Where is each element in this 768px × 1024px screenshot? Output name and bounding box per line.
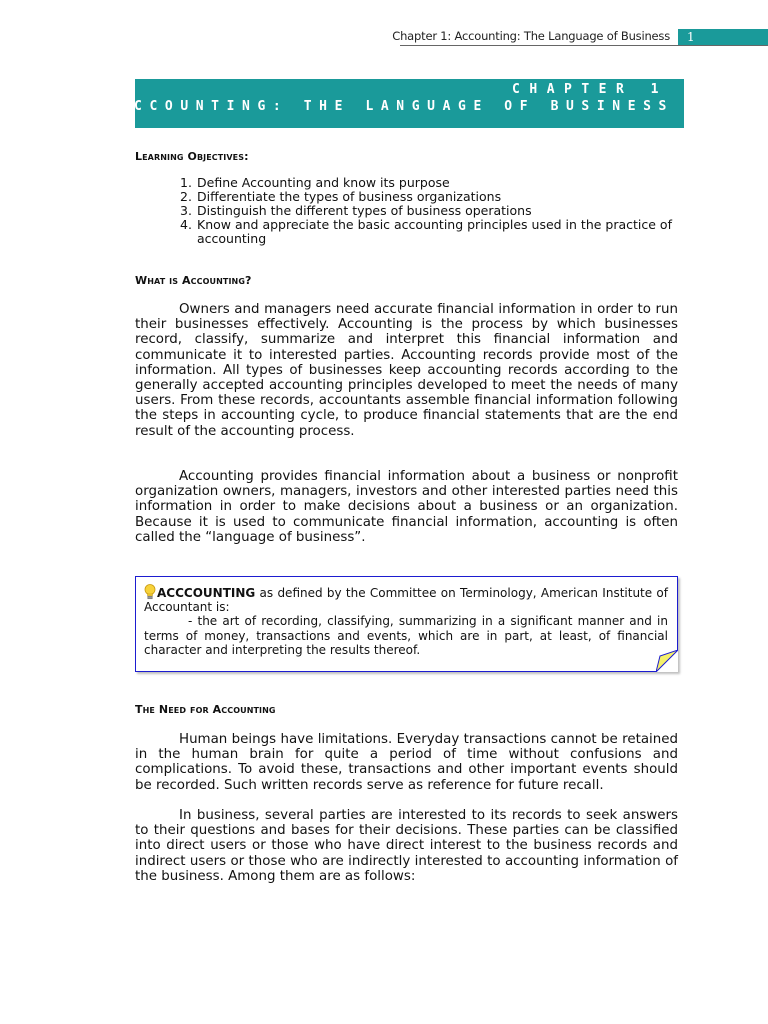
objectives-list: [180, 176, 690, 246]
running-header-title: Chapter 1: Accounting: The Language of Business: [392, 29, 670, 43]
what-is-accounting-heading: What is Accounting?: [135, 274, 252, 287]
objective-number: 2.: [180, 189, 192, 204]
callout-text: [144, 584, 668, 657]
callout-definition: - the art of recording, classifying, summarizing in a significant manner and in terms of money, transactions and events, which are in part, at least, of financial character and interpreting the results thereof.: [144, 614, 668, 657]
body-paragraph: Accounting provides financial information about a business or nonprofit organization owners, managers, investors and other interested parties need this information in order to make decisions about a business or an organization. Because it is used to communicate financial information, accounting is often called the “language of business”.: [135, 469, 678, 545]
objective-item: [180, 204, 690, 218]
callout-term: ACCCOUNTING: [157, 586, 256, 600]
objective-item: [180, 176, 690, 190]
chapter-banner: [118, 79, 684, 128]
lightbulb-icon: [144, 584, 156, 600]
objective-number: 3.: [180, 203, 192, 218]
objective-text: Define Accounting and know its purpose: [197, 175, 450, 190]
page-number-badge: 1: [678, 29, 768, 46]
chapter-title: ACCOUNTING: THE LANGUAGE OF BUSINESS: [118, 99, 674, 114]
body-paragraph: Human beings have limitations. Everyday transactions cannot be retained in the human brain for quite a period of time without confusions and complications. To avoid these, transactions and other important events should be recorded. Such written records serve as reference for future recall.: [135, 732, 678, 793]
objective-number: 1.: [180, 175, 192, 190]
learning-objectives-heading: Learning Objectives:: [135, 150, 249, 163]
body-paragraph: Owners and managers need accurate financial information in order to run their businesses effectively. Accounting is the process by which businesses record, classify, summarize and interpret this financial information and communicate it to interested parties. Accounting records provide most of the information. All types of businesses keep accounting records according to the generally accepted accounting principles developed to meet the needs of many users. From these records, accountants assemble financial information following the steps in accounting cycle, to produce financial statements that are the end result of the accounting process.: [135, 302, 678, 439]
header-divider: [400, 45, 768, 46]
chapter-number: CHAPTER 1: [512, 82, 668, 97]
need-for-accounting-heading: The Need for Accounting: [135, 703, 276, 716]
objective-text: Know and appreciate the basic accounting principles used in the practice of accounting: [197, 217, 672, 246]
page-curl-corner: [656, 650, 678, 672]
objective-item: [180, 190, 690, 204]
objective-text: Distinguish the different types of business operations: [197, 203, 532, 218]
objective-number: 4.: [180, 217, 192, 232]
body-paragraph: In business, several parties are interested to its records to seek answers to their questions and bases for their decisions. These parties can be classified into direct users or those who have direct interest to the business records and indirect users or those who are indirectly interested to accounting information of the business. Among them are as follows:: [135, 808, 678, 884]
callout-intro: as defined by the Committee on Terminology, American Institute of Accountant is:: [144, 586, 668, 615]
definition-callout: [135, 576, 678, 672]
objective-text: Differentiate the types of business organizations: [197, 189, 502, 204]
objective-item: [180, 218, 690, 246]
